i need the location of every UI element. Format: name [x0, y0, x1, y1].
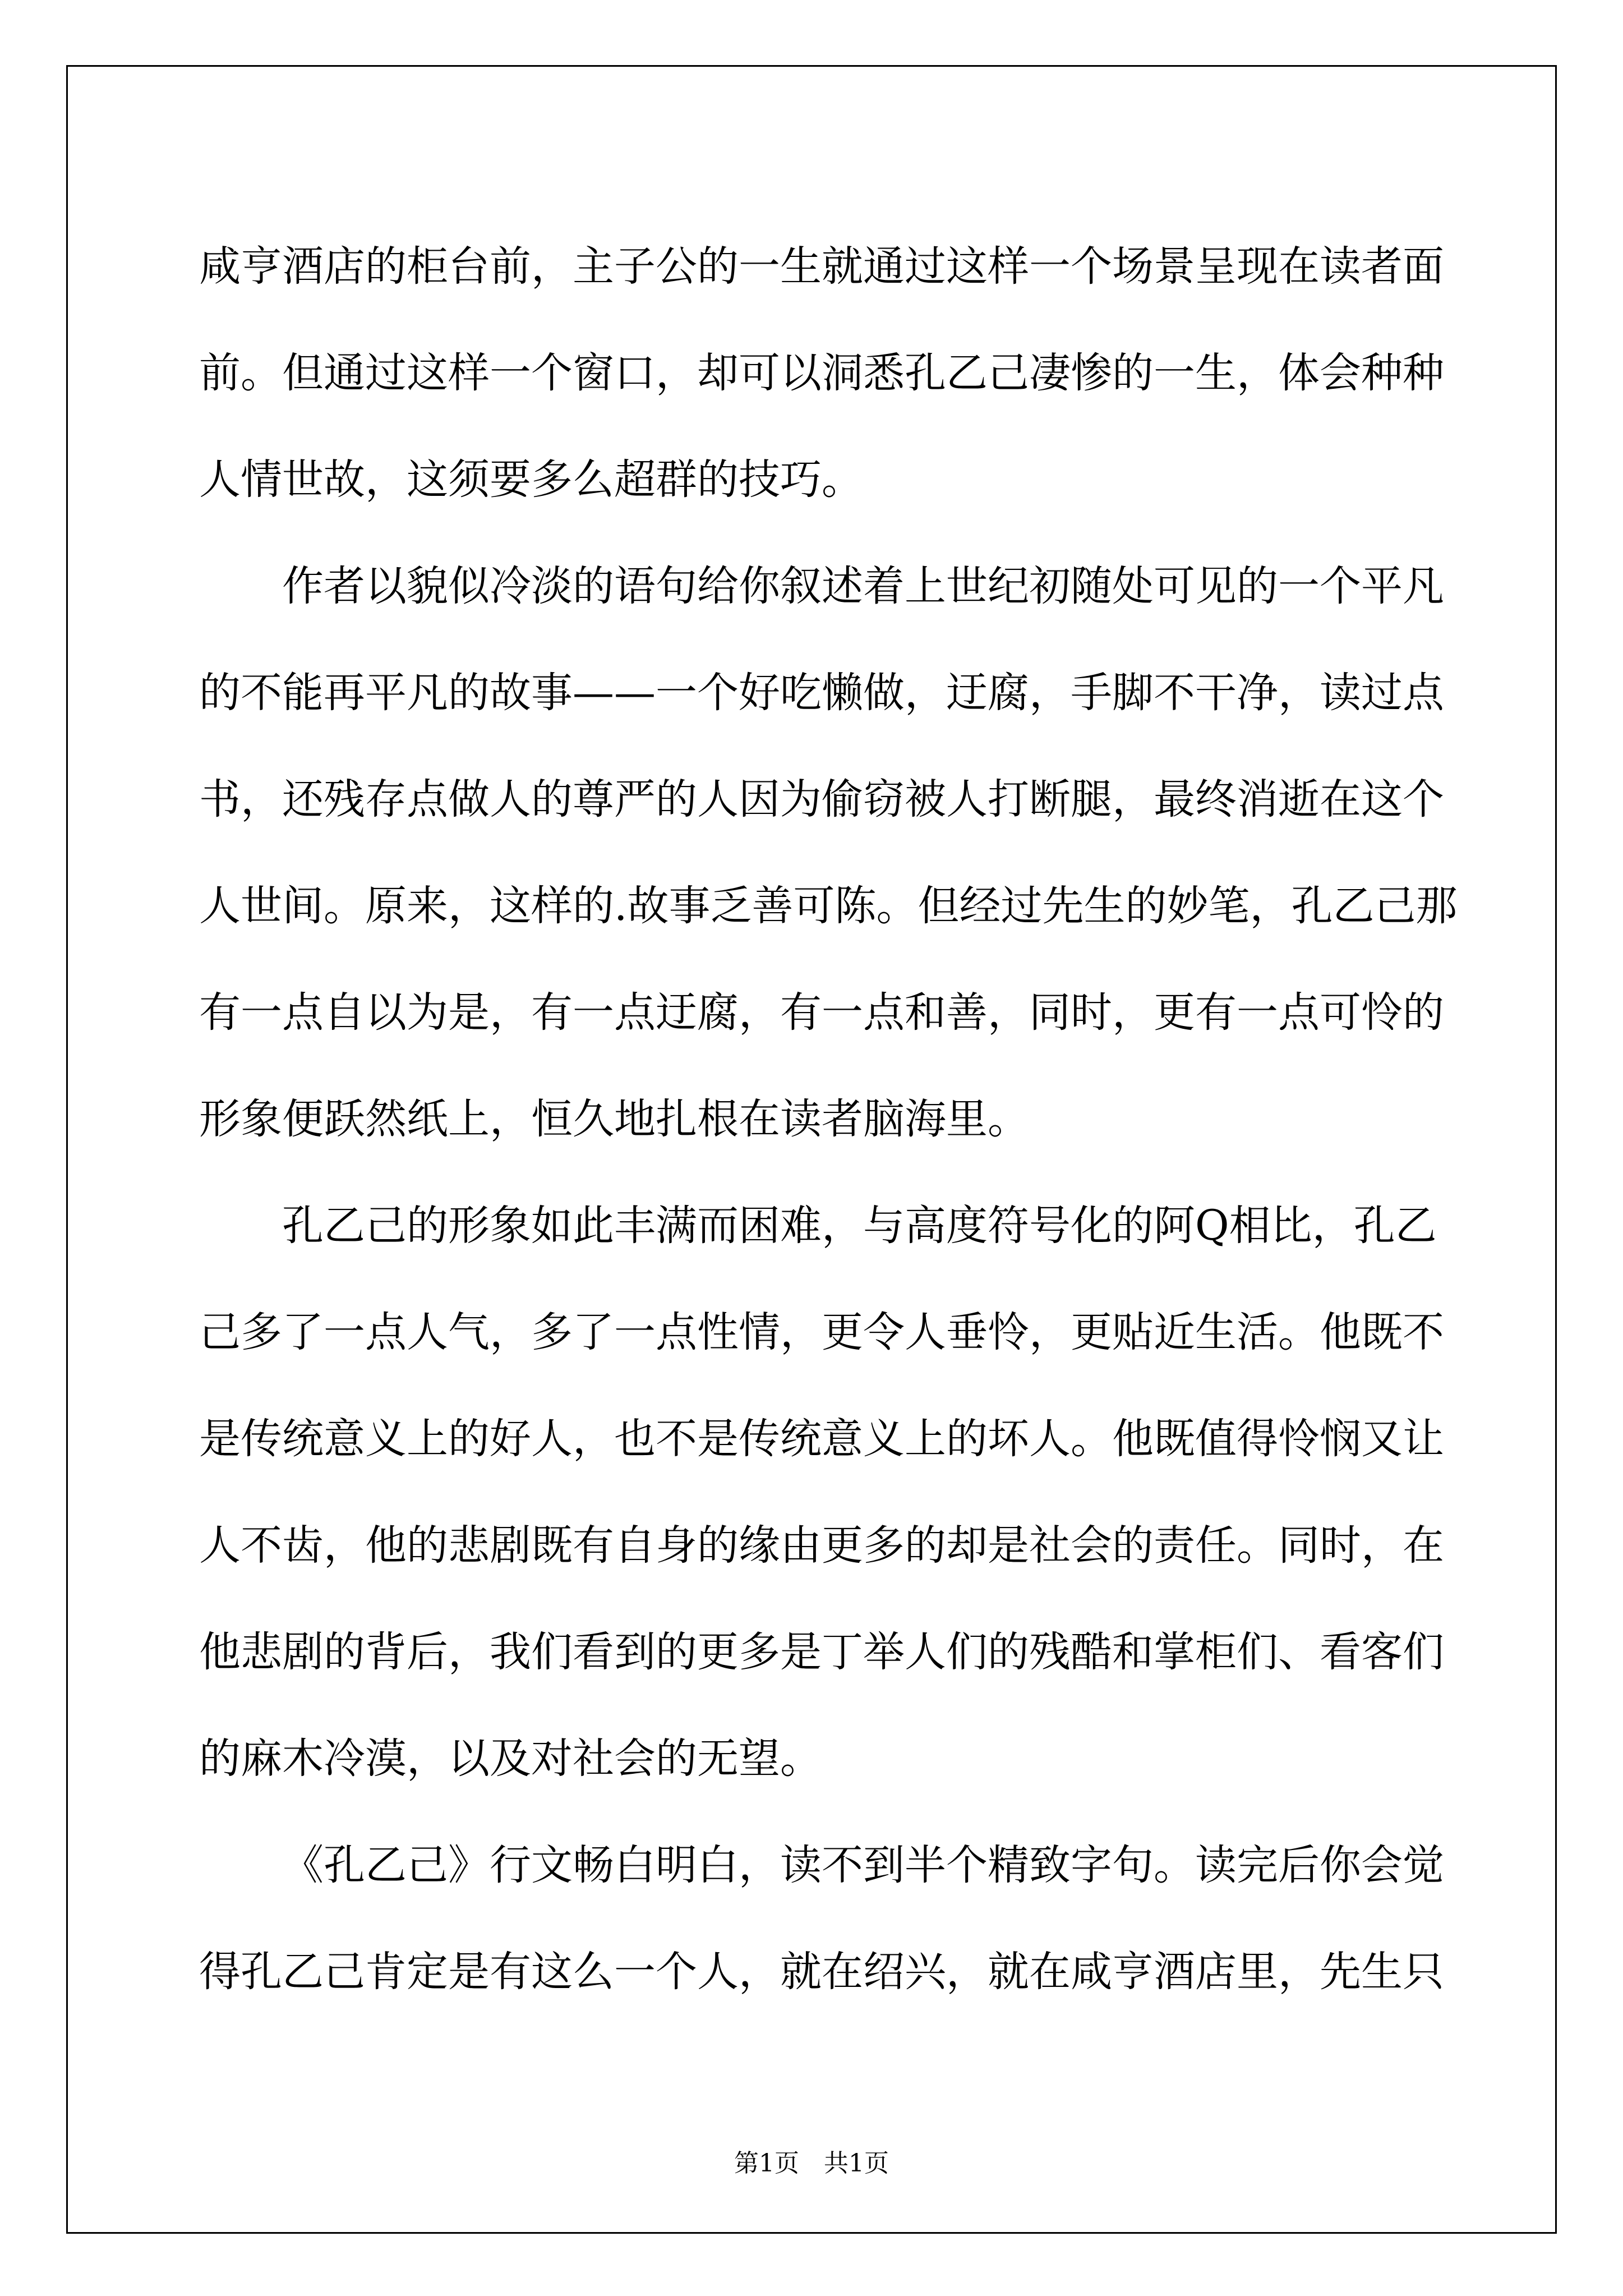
page-footer: [0, 2143, 1623, 2179]
text-line: 是传统意义上的好人，也不是传统意义上的坏人。他既值得怜悯又让: [199, 1415, 1444, 1463]
text-line: 他悲剧的背后，我们看到的更多是丁举人们的残酷和掌柜们、看客们: [199, 1628, 1444, 1676]
page-total: 共1页: [824, 2149, 889, 2178]
document-body: [199, 213, 1458, 2025]
text-line: 人世间。原来，这样的.故事乏善可陈。但经过先生的妙笔，孔乙己那: [199, 882, 1458, 930]
text-line: 书，还残存点做人的尊严的人因为偷窃被人打断腿，最终消逝在这个: [199, 775, 1444, 823]
text-line: 《孔乙己》行文畅白明白，读不到半个精致字句。读完后你会觉: [282, 1841, 1444, 1889]
text-line: 作者以貌似冷淡的语句给你叙述着上世纪初随处可见的一个平凡: [282, 562, 1444, 610]
text-line: 有一点自以为是，有一点迂腐，有一点和善，同时，更有一点可怜的: [199, 988, 1444, 1037]
text-line: 人情世故，这须要多么超群的技巧。: [199, 455, 863, 504]
text-line: 的不能再平凡的故事——一个好吃懒做，迂腐，手脚不干净，读过点: [199, 669, 1444, 717]
text-line: 人不齿，他的悲剧既有自身的缘由更多的却是社会的责任。同时，在: [199, 1521, 1444, 1570]
text-line: 得孔乙己肯定是有这么一个人，就在绍兴，就在咸亨酒店里，先生只: [199, 1948, 1444, 1996]
text-line: 孔乙己的形象如此丰满而困难，与高度符号化的阿Q相比，孔乙: [282, 1202, 1437, 1250]
text-line: 的麻木冷漠，以及对社会的无望。: [199, 1734, 822, 1783]
text-line: 己多了一点人气，多了一点性情，更令人垂怜，更贴近生活。他既不: [199, 1308, 1444, 1356]
text-line: 前。但通过这样一个窗口，却可以洞悉孔乙己凄惨的一生，体会种种: [199, 349, 1444, 397]
page-number: 第1页: [734, 2149, 799, 2178]
text-line: 咸亨酒店的柜台前，主子公的一生就通过这样一个场景呈现在读者面: [199, 242, 1444, 291]
text-line: 形象便跃然纸上，恒久地扎根在读者脑海里。: [199, 1095, 1029, 1143]
